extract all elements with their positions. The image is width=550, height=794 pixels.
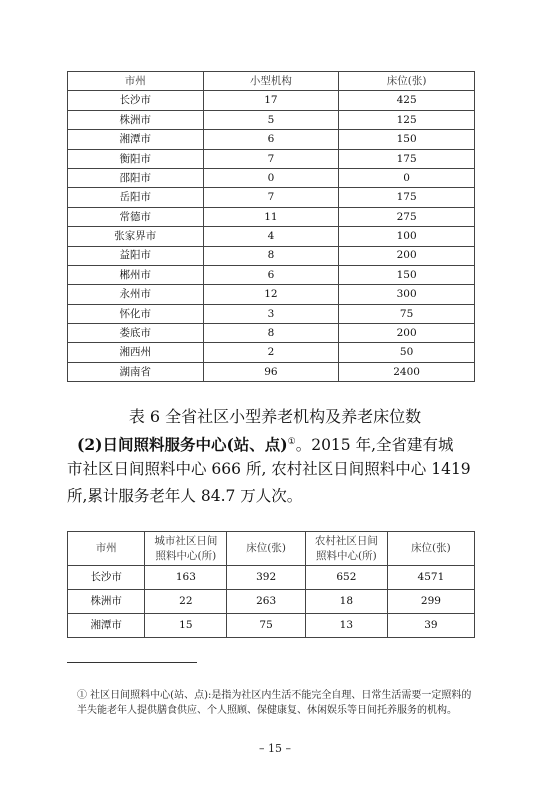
value-cell: 150	[339, 265, 475, 284]
value-cell: 150	[339, 130, 475, 149]
table-caption: 表 6 全省社区小型养老机构及养老床位数	[128, 407, 422, 426]
section-heading: (2)日间照料服务中心(站、点)	[77, 435, 288, 455]
value-cell: 300	[339, 285, 475, 304]
region-cell: 株洲市	[68, 590, 145, 614]
value-cell: 275	[339, 207, 475, 226]
value-cell: 299	[387, 590, 474, 614]
region-cell: 娄底市	[68, 324, 204, 343]
region-cell: 株洲市	[68, 110, 204, 129]
value-cell: 652	[305, 566, 387, 590]
value-cell: 22	[145, 590, 227, 614]
header-cell: 床位(张)	[339, 72, 475, 91]
value-cell: 7	[203, 188, 339, 207]
table-row	[68, 590, 475, 614]
value-cell: 96	[203, 362, 339, 381]
value-cell: 125	[339, 110, 475, 129]
value-cell: 200	[339, 246, 475, 265]
elderly-institutions-table	[67, 71, 475, 382]
header-cell: 床位(张)	[387, 532, 474, 566]
value-cell: 2	[203, 343, 339, 362]
value-cell: 3	[203, 304, 339, 323]
region-cell: 怀化市	[68, 304, 204, 323]
value-cell: 75	[227, 614, 306, 638]
value-cell: 4	[203, 227, 339, 246]
table-row	[68, 304, 475, 323]
region-cell: 张家界市	[68, 227, 204, 246]
region-cell: 长沙市	[68, 566, 145, 590]
table-row	[68, 246, 475, 265]
region-cell: 岳阳市	[68, 188, 204, 207]
value-cell: 0	[339, 168, 475, 187]
value-cell: 200	[339, 324, 475, 343]
day-care-centers-table	[67, 531, 475, 638]
value-cell: 18	[305, 590, 387, 614]
value-cell: 8	[203, 324, 339, 343]
table-row	[68, 566, 475, 590]
header-cell: 市州	[68, 532, 145, 566]
paragraph-line: 市社区日间照料中心 666 所, 农村社区日间照料中心 1419	[67, 460, 471, 478]
value-cell: 6	[203, 265, 339, 284]
table-row	[68, 130, 475, 149]
value-cell: 100	[339, 227, 475, 246]
value-cell: 6	[203, 130, 339, 149]
value-cell: 17	[203, 91, 339, 110]
header-cell: 床位(张)	[227, 532, 306, 566]
value-cell: 11	[203, 207, 339, 226]
value-cell: 12	[203, 285, 339, 304]
value-cell: 50	[339, 343, 475, 362]
value-cell: 5	[203, 110, 339, 129]
footnote-text: ① 社区日间照料中心(站、点):是指为社区内生活不能完全自理、日常生活需要一定照料的半失能老年人提供膳食供应、个人照顾、保健康复、休闲娱乐等日间托养服务的机构。	[77, 690, 472, 716]
footnote-divider	[67, 662, 197, 663]
value-cell: 0	[203, 168, 339, 187]
paragraph-line: 所,累计服务老年人 84.7 万人次。	[67, 487, 303, 505]
table-row	[68, 91, 475, 110]
value-cell: 392	[227, 566, 306, 590]
table-row	[68, 343, 475, 362]
table-row	[68, 110, 475, 129]
table-row	[68, 149, 475, 168]
table-row	[68, 285, 475, 304]
table-header-row	[68, 72, 475, 91]
page-number: – 15 –	[259, 742, 291, 755]
value-cell: 75	[339, 304, 475, 323]
value-cell: 7	[203, 149, 339, 168]
table-row	[68, 207, 475, 226]
value-cell: 39	[387, 614, 474, 638]
table-row	[68, 324, 475, 343]
region-cell: 常德市	[68, 207, 204, 226]
value-cell: 13	[305, 614, 387, 638]
paragraph-text: 。2015 年,全省建有城	[295, 436, 454, 455]
value-cell: 163	[145, 566, 227, 590]
header-cell: 农村社区日间照料中心(所)	[305, 532, 387, 566]
region-cell: 湖南省	[68, 362, 204, 381]
value-cell: 2400	[339, 362, 475, 381]
region-cell: 湘潭市	[68, 614, 145, 638]
table-row	[68, 188, 475, 207]
region-cell: 郴州市	[68, 265, 204, 284]
table-row	[68, 265, 475, 284]
paragraph-line	[77, 429, 482, 459]
value-cell: 425	[339, 91, 475, 110]
table-header-row	[68, 532, 475, 566]
value-cell: 175	[339, 149, 475, 168]
footnote-marker: ①	[287, 437, 296, 447]
value-cell: 15	[145, 614, 227, 638]
value-cell: 175	[339, 188, 475, 207]
table-row	[68, 362, 475, 381]
region-cell: 益阳市	[68, 246, 204, 265]
value-cell: 4571	[387, 566, 474, 590]
region-cell: 永州市	[68, 285, 204, 304]
table-row	[68, 227, 475, 246]
region-cell: 衡阳市	[68, 149, 204, 168]
header-cell: 小型机构	[203, 72, 339, 91]
region-cell: 长沙市	[68, 91, 204, 110]
table-row	[68, 168, 475, 187]
header-cell: 市州	[68, 72, 204, 91]
table-row	[68, 614, 475, 638]
value-cell: 263	[227, 590, 306, 614]
region-cell: 湘潭市	[68, 130, 204, 149]
region-cell: 湘西州	[68, 343, 204, 362]
header-cell: 城市社区日间照料中心(所)	[145, 532, 227, 566]
region-cell: 邵阳市	[68, 168, 204, 187]
value-cell: 8	[203, 246, 339, 265]
